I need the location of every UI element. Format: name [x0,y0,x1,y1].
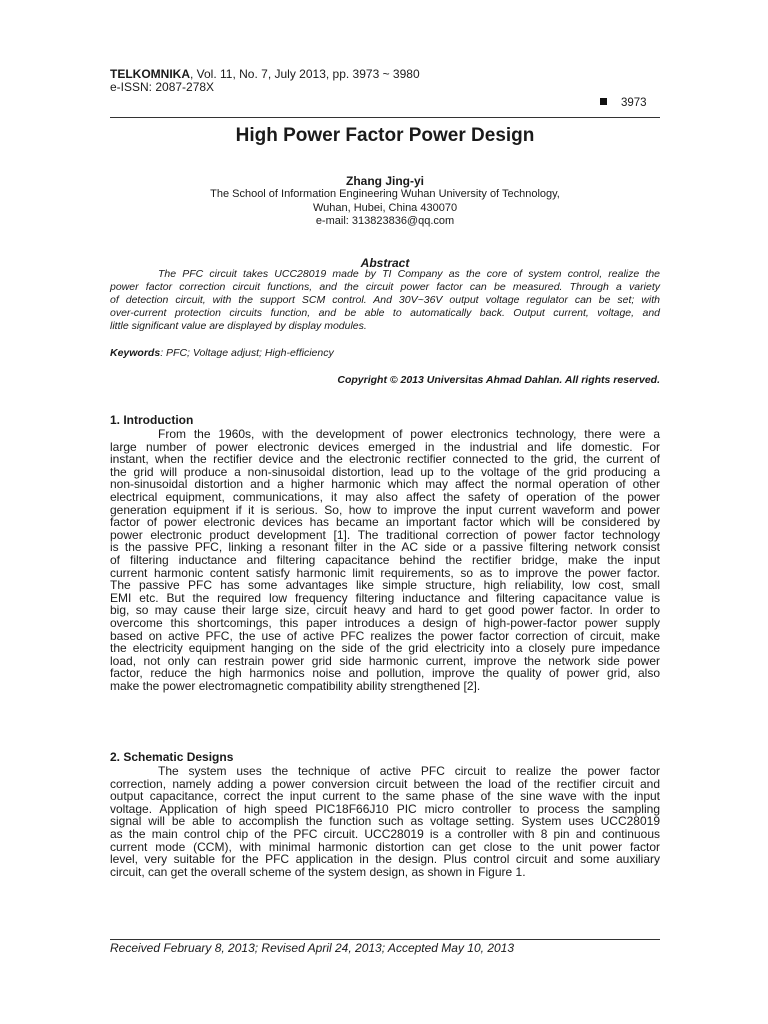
abstract-line: of detection circuit, with the support SCM control. And 30V~36V output voltage regulator can be set; with [110,294,660,306]
body-line: is the passive PFC, linking a resonant filter in the AC side or a passive filtering network consist [110,540,660,555]
footer-divider [110,939,660,940]
body-line: big, so may cause their large size, circuit heavy and hard to get good power factor. In order to [110,603,660,618]
body-line: the grid will produce a non-sinusoidal distortion, lead up to the voltage of the grid producing a [110,464,660,479]
journal-name: TELKOMNIKA [110,67,190,81]
body-line: level, very suitable for the PFC application in the design. Plus control circuit and some auxiliary [110,852,660,867]
body-line: output capacitance, correct the input current to the same phase of the sine wave with the input [110,789,660,804]
square-bullet-icon [600,98,607,105]
keywords-text: : PFC; Voltage adjust; High-efficiency [160,347,334,359]
body-line: factor, reduce the high harmonics noise and pollution, improve the quality of power grid, also [110,666,660,681]
author-name: Zhang Jing-yi [346,174,424,188]
received-dates: Received February 8, 2013; Revised April 24, 2013; Accepted May 10, 2013 [110,941,515,955]
affiliation [110,188,660,229]
body-line: electrical equipment, communications, it may also affect the safety of operation of the power [110,489,660,504]
author-email: e-mail: 313823836@qq.com [315,215,455,227]
paper-title: High Power Factor Power Design [235,125,535,146]
section-heading-schematic-designs: 2. Schematic Designs [110,750,234,764]
affiliation-line: Wuhan, Hubei, China 430070 [312,201,458,214]
body-line: power electronic product development [1]. The traditional correction of power factor technology [110,527,660,542]
body-line: the electricity equipment hanging on the side of the grid electricity into a closely pure impedance [110,641,660,656]
issn: e-ISSN: 2087-278X [110,80,215,94]
body-line: From the 1960s, with the development of power electronics technology, there were a [158,427,660,441]
body-line: as the main control chip of the PFC circuit. UCC28019 is a controller with 8 pin and continuous [110,826,660,841]
section-heading-introduction: 1. Introduction [110,413,194,427]
introduction-body [110,428,660,692]
journal-details: , Vol. 11, No. 7, July 2013, pp. 3973 ~ 3980 [190,67,420,81]
abstract-line: The PFC circuit takes UCC28019 made by TI Company as the core of system control, realize the [158,268,660,280]
body-line: generation equipment if it is serious. So, how to improve the input current waveform and power [110,502,660,517]
body-line: circuit, can get the overall scheme of the system design, as shown in Figure 1. [110,864,526,879]
abstract-line: little significant value are displayed by display modules. [110,320,367,332]
body-line: The passive PFC has some advantages like simple structure, high reliability, low cost, small [110,578,660,593]
body-line: signal will be able to accomplish the function such as voltage setting. System uses UCC28019 [110,814,660,829]
keywords-label: Keywords [110,347,161,359]
schematic-designs-body [110,765,660,878]
keywords [110,347,334,360]
body-line: overcome this shortcomings, this paper introduces a design of high-power-factor power supply [110,615,660,630]
body-line: current harmonic content satisfy harmonic limit requirements, so as to improve the power factor. [110,565,660,580]
abstract-text [110,268,660,333]
body-line: load, not only can restrain power grid side harmonic current, improve the network side power [110,653,660,668]
page-number [600,97,647,110]
body-line: voltage. Application of high speed PIC18F66J10 PIC micro controller to process the sampling [110,801,660,816]
body-line: non-sinusoidal distortion and a higher harmonic which may affect the normal operation of other [110,477,660,492]
body-line: factor of power electronic devices has became an important factor which will be considered by [110,515,660,530]
body-line: make the power electromagnetic compatibility ability strengthened [2]. [110,678,481,693]
body-line: correction, namely adding a power conversion circuit between the load of the rectifier circuit and [110,776,660,791]
body-line: instant, when the rectifier device and the electronic rectifier connected to the grid, the current of [110,452,660,467]
copyright-notice: Copyright © 2013 Universitas Ahmad Dahlan. All rights reserved. [337,374,660,386]
abstract-heading: Abstract [360,256,410,270]
body-line: based on active PFC, the use of active PFC realizes the power factor correction of circuit, make [110,628,660,643]
abstract-line: over-current protection circuits function, and be able to automatically back. Output current, voltage, and [110,307,660,319]
body-line: large number of power electronic devices emerged in the industrial and life domestic. For [110,439,660,454]
body-line: EMI etc. But the required low frequency filtering inductance and filtering capacitance value is [110,590,660,605]
header-divider [110,117,660,118]
body-line: The system uses the technique of active PFC circuit to realize the power factor [158,764,660,778]
abstract-line: power factor correction circuit functions, and the circuit power factor can be measured. Through a variety [110,281,660,293]
affiliation-line: The School of Information Engineering Wuhan University of Technology, [210,188,560,200]
page-number-value: 3973 [621,97,647,109]
body-line: current mode (CCM), with minimal harmonic distortion can get close to the unit power factor [110,839,660,854]
body-line: of filtering inductance and filtering capacitance behind the rectifier bridge, make the input [110,552,660,567]
